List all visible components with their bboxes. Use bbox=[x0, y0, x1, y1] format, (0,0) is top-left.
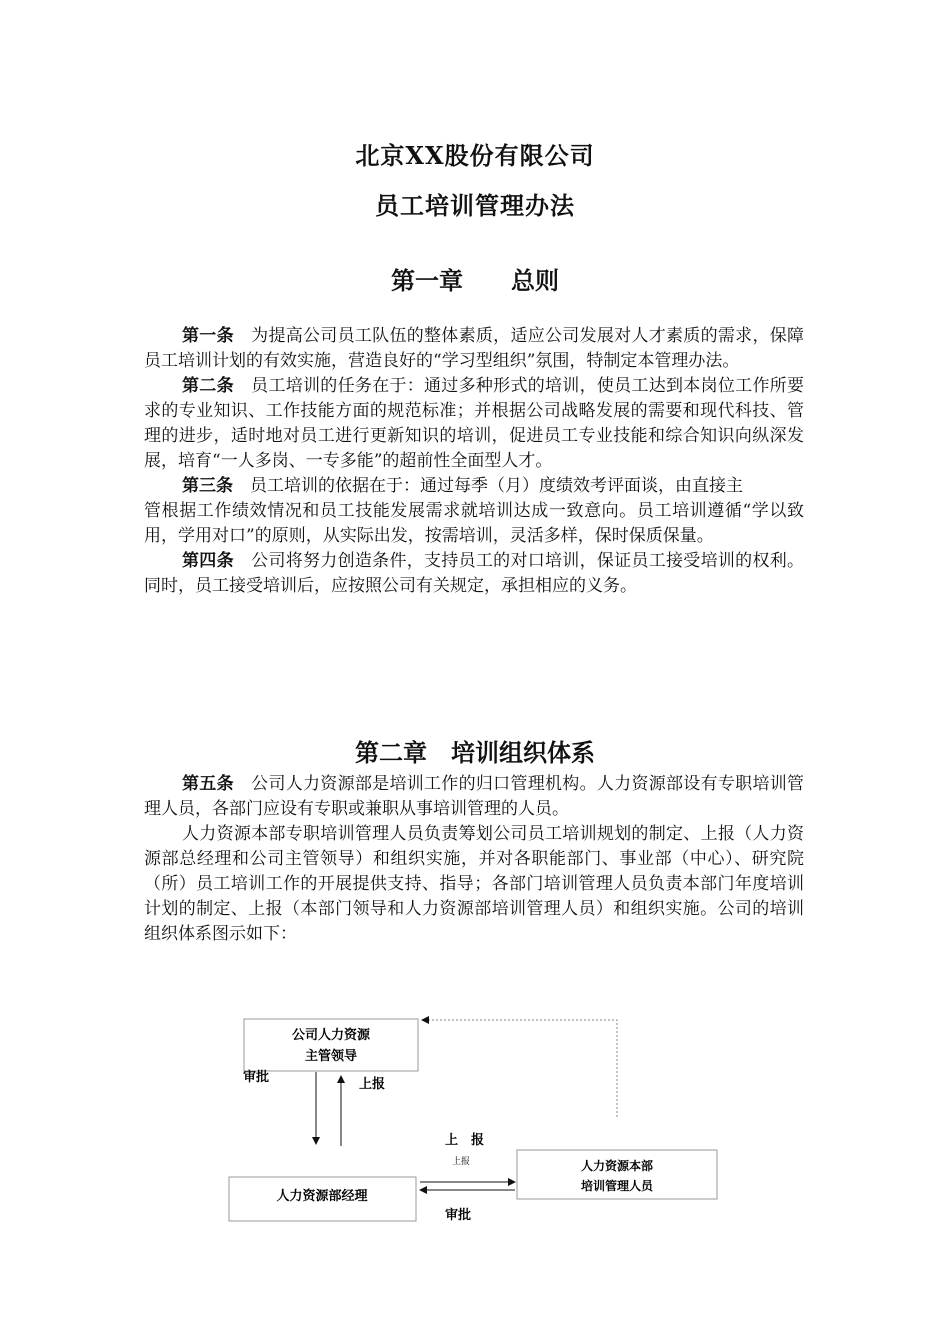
label-approve-left: 审批 bbox=[243, 1070, 270, 1085]
article-label: 第四条 bbox=[182, 551, 234, 571]
label-report-small: 上报 bbox=[452, 1157, 471, 1167]
paragraph-org-duties: 人力资源本部专职培训管理人员负责筹划公司员工培训规划的制定、上报（人力资源部总经理和公司主管领导）和组织实施，并对各职能部门、事业部（中心）、研究院（所）员工培训工作的开展提供支持、指导；各部门培训管理人员负责本部门年度培训计划的制定、上报（本部门领导和人力资源部培训管理人员）和组织实施。公司的培训组织体系图示如下： bbox=[144, 824, 804, 944]
box-hr-manager-text: 人力资源部经理 bbox=[276, 1189, 368, 1204]
box-hr-leader-line1: 公司人力资源 bbox=[291, 1028, 371, 1043]
dotted-report-path bbox=[422, 1020, 617, 1117]
box-training-staff-line1: 人力资源本部 bbox=[580, 1159, 654, 1173]
article-text: 员工培训的任务在于：通过多种形式的培训，使员工达到本岗位工作所要求的专业知识、工作技能方面的规范标准；并根据公司战略发展的需要和现代科技、管理的进步，适时地对员工进行更新知识的培训，促进员工专业技能和综合知识向纵深发展，培育“一人多岗、一专多能”的超前性全面型人才。 bbox=[144, 376, 805, 471]
article-text: 员工培训的依据在于：通过每季（月）度绩效考评面谈，由直接主 bbox=[250, 476, 743, 496]
article-label: 第三条 bbox=[182, 476, 233, 496]
chapter-1-heading: 第一章 总则 bbox=[391, 266, 559, 295]
document-title: 员工培训管理办法 bbox=[375, 191, 575, 220]
chapter-2-heading: 第二章 培训组织体系 bbox=[355, 738, 595, 767]
article-label: 第五条 bbox=[182, 774, 234, 794]
article-label: 第一条 bbox=[182, 326, 234, 346]
article-3-continuation: 管根据工作绩效情况和员工技能发展需求就培训达成一致意向。员工培训遵循“学以致用，学用对口”的原则，从实际出发，按需培训，灵活多样，保时保质保量。 bbox=[144, 501, 804, 546]
label-approve-bottom: 审批 bbox=[445, 1208, 472, 1223]
article-text: 为提高公司员工队伍的整体素质，适应公司发展对人才素质的需求，保障员工培训计划的有效实施，营造良好的“学习型组织”氛围，特制定本管理办法。 bbox=[144, 326, 805, 371]
box-training-staff-line2: 培训管理人员 bbox=[580, 1179, 654, 1193]
label-report-middle: 上 报 bbox=[445, 1133, 485, 1148]
company-name: 北京XX股份有限公司 bbox=[355, 141, 595, 170]
box-hr-leader-line2: 主管领导 bbox=[304, 1049, 358, 1064]
label-report-left: 上报 bbox=[359, 1077, 386, 1092]
article-text: 公司人力资源部是培训工作的归口管理机构。人力资源部设有专职培训管理人员，各部门应设有专职或兼职从事培训管理的人员。 bbox=[144, 774, 805, 819]
article-text: 公司将努力创造条件，支持员工的对口培训，保证员工接受培训的权利。同时，员工接受培训后，应按照公司有关规定，承担相应的义务。 bbox=[144, 551, 805, 596]
article-label: 第二条 bbox=[182, 376, 234, 396]
